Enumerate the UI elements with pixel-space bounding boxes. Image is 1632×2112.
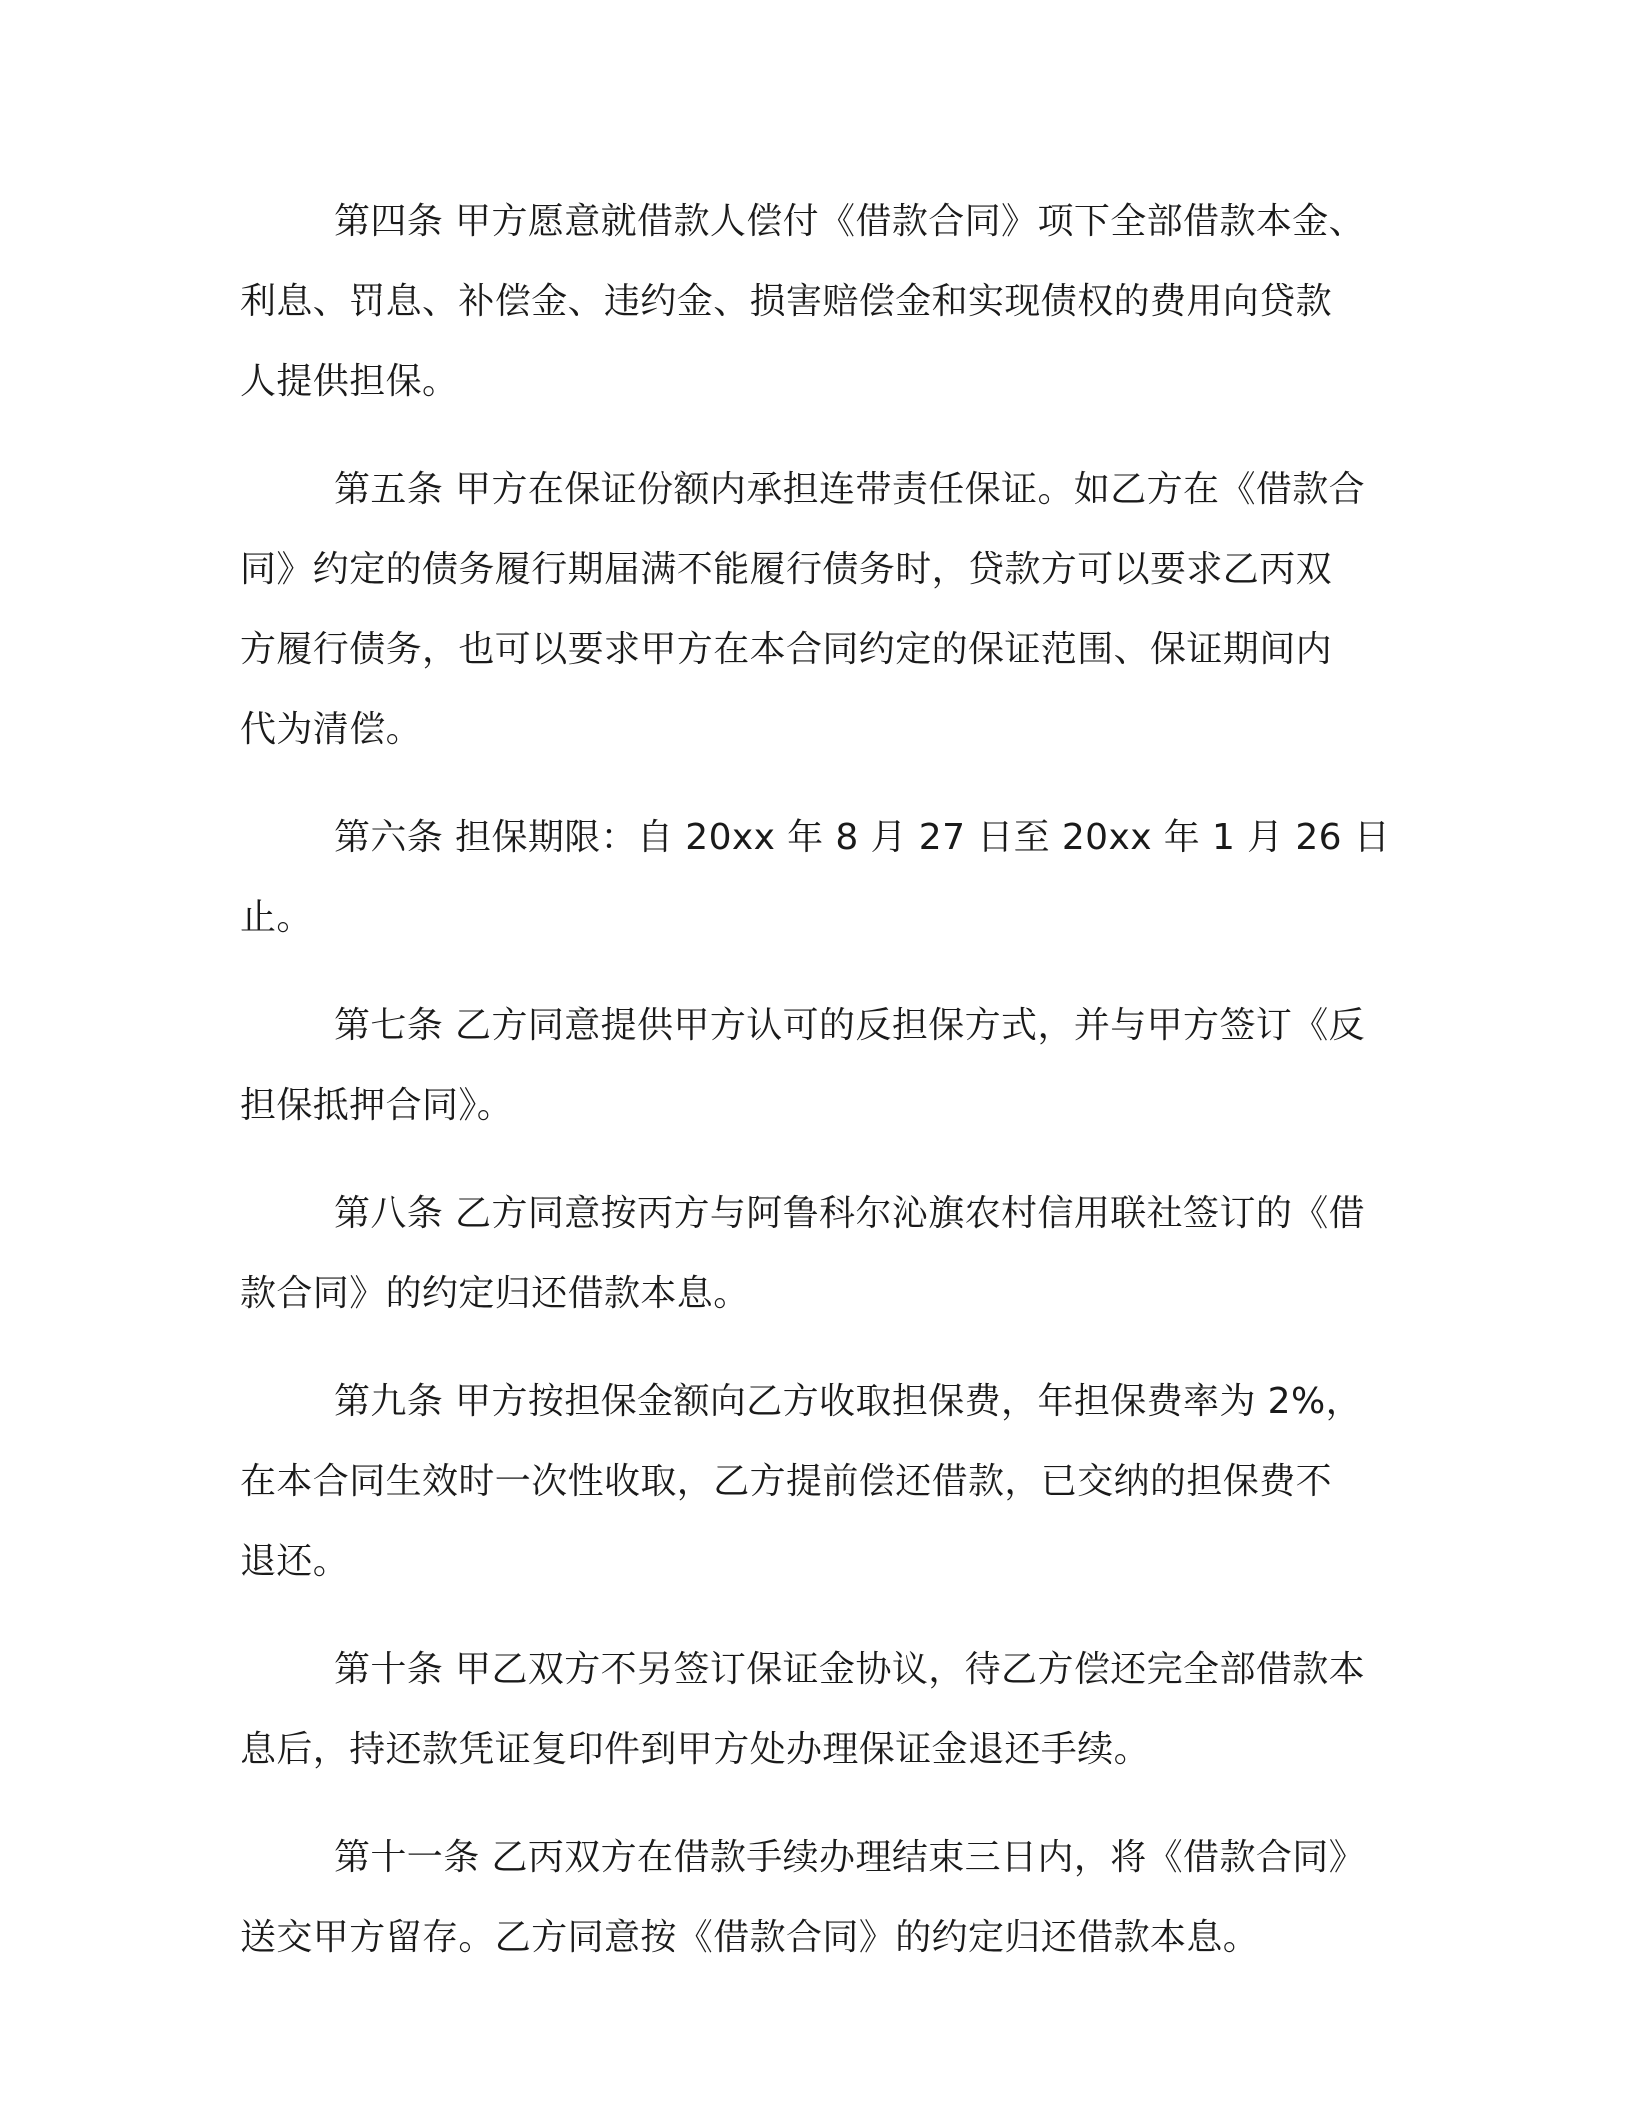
clause-8-line-2: 款合同》的约定归还借款本息。	[240, 1273, 750, 1314]
clause-8-line-1: 第八条 乙方同意按丙方与阿鲁科尔沁旗农村信用联社签订的《借	[334, 1193, 1366, 1234]
clause-5-line-2: 同》约定的债务履行期届满不能履行债务时，贷款方可以要求乙丙双	[240, 549, 1333, 590]
clause-4-line-1: 第四条 甲方愿意就借款人偿付《借款合同》项下全部借款本金、	[334, 201, 1366, 242]
clause-8	[240, 1174, 1400, 1334]
clause-4	[240, 182, 1400, 422]
clause-6	[240, 798, 1400, 958]
clause-9	[240, 1362, 1400, 1602]
clause-6-line-1: 第六条 担保期限：自 20xx 年 8 月 27 日至 20xx 年 1 月 26 日止。	[240, 817, 1391, 938]
clause-9-line-3: 退还。	[240, 1541, 350, 1582]
clause-11	[240, 1818, 1400, 1978]
clause-5-line-3: 方履行债务，也可以要求甲方在本合同约定的保证范围、保证期间内	[240, 629, 1333, 670]
clause-9-line-1: 第九条 甲方按担保金额向乙方收取担保费，年担保费率为 2%，	[334, 1381, 1362, 1422]
clause-7	[240, 986, 1400, 1146]
clause-10-line-2: 息后，持还款凭证复印件到甲方处办理保证金退还手续。	[240, 1729, 1151, 1770]
clause-5-line-1: 第五条 甲方在保证份额内承担连带责任保证。如乙方在《借款合	[334, 469, 1366, 510]
clause-9-line-2: 在本合同生效时一次性收取，乙方提前偿还借款，已交纳的担保费不	[240, 1461, 1333, 1502]
clause-7-line-1: 第七条 乙方同意提供甲方认可的反担保方式，并与甲方签订《反	[334, 1005, 1366, 1046]
clause-4-line-2: 利息、罚息、补偿金、违约金、损害赔偿金和实现债权的费用向贷款	[240, 281, 1333, 322]
clause-10-line-1: 第十条 甲乙双方不另签订保证金协议，待乙方偿还完全部借款本	[334, 1649, 1366, 1690]
clause-10	[240, 1630, 1400, 1790]
clause-4-line-3: 人提供担保。	[240, 361, 459, 402]
clause-7-line-2: 担保抵押合同》。	[240, 1085, 514, 1126]
document-body	[240, 182, 1400, 2006]
clause-5-line-4: 代为清偿。	[240, 709, 423, 750]
clause-11-line-1: 第十一条 乙丙双方在借款手续办理结束三日内，将《借款合同》	[334, 1837, 1366, 1878]
clause-5	[240, 450, 1400, 770]
clause-11-line-2: 送交甲方留存。乙方同意按《借款合同》的约定归还借款本息。	[240, 1917, 1260, 1958]
